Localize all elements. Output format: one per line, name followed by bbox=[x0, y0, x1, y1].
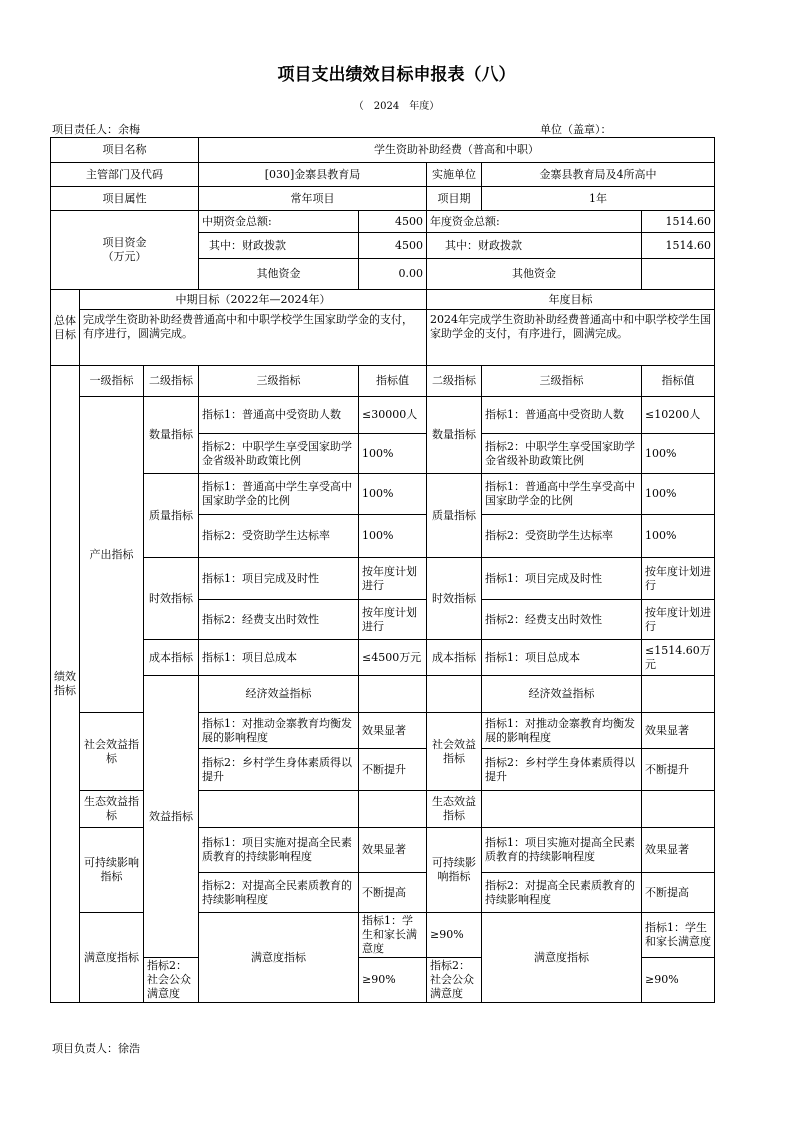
indicator-value: 按年度计划进行 bbox=[359, 600, 427, 640]
indicator-cell: 指标1：普通高中学生享受高中国家助学金的比例 bbox=[482, 474, 642, 515]
dept-value: [030]金寨县教育局 bbox=[199, 163, 427, 187]
level2-social-year: 社会效益指标 bbox=[427, 713, 482, 791]
unit-seal-label: 单位（盖章）： bbox=[540, 123, 612, 136]
project-name-label: 项目名称 bbox=[51, 138, 199, 163]
level2-header: 二级指标 bbox=[144, 366, 199, 397]
indicator-cell: 指标1：项目总成本 bbox=[482, 640, 642, 676]
value-header: 指标值 bbox=[359, 366, 427, 397]
indicator-cell: 指标1：学生和家长满意度 bbox=[359, 913, 427, 958]
level2-quality: 质量指标 bbox=[144, 474, 199, 558]
year-total-label: 年度资金总额: bbox=[427, 211, 642, 233]
indicator-cell: 指标2：对提高全民素质教育的持续影响程度 bbox=[199, 873, 359, 913]
funds-label bbox=[51, 211, 199, 290]
indicator-value: 100% bbox=[359, 474, 427, 515]
indicator-value: 100% bbox=[359, 434, 427, 474]
indicator-cell: 指标1：对推动金寨教育均衡发展的影响程度 bbox=[199, 713, 359, 749]
indicator-cell: 指标1：对推动金寨教育均衡发展的影响程度 bbox=[482, 713, 642, 749]
indicator-value: 100% bbox=[642, 434, 715, 474]
mid-goal-header: 中期目标（2022年—2024年） bbox=[80, 290, 427, 310]
impl-unit-label: 实施单位 bbox=[427, 163, 482, 187]
indicator-value: 不断提高 bbox=[642, 873, 715, 913]
level3-header: 三级指标 bbox=[199, 366, 359, 397]
level3-header-year: 三级指标 bbox=[482, 366, 642, 397]
indicator-value: ≤10200人 bbox=[642, 397, 715, 434]
indicator-cell: 指标1：项目完成及时性 bbox=[482, 558, 642, 600]
mid-total-label: 中期资金总额: bbox=[199, 211, 359, 233]
funds-label-line1: 项目资金 bbox=[102, 236, 147, 249]
level1-output: 产出指标 bbox=[80, 397, 144, 713]
year-other-label: 其他资金 bbox=[427, 259, 642, 290]
indicator-cell: 指标2：乡村学生身体素质得以提升 bbox=[482, 749, 642, 791]
indicator-value: ≤4500万元 bbox=[359, 640, 427, 676]
level2-social: 社会效益指标 bbox=[80, 713, 144, 791]
mid-fiscal-label: 其中：财政拨款 bbox=[199, 233, 359, 259]
overall-goal-label: 总体目标 bbox=[51, 290, 80, 366]
level2-ecological-year: 生态效益指标 bbox=[427, 791, 482, 828]
year-other-value bbox=[642, 259, 715, 290]
indicator-cell: 指标2：社会公众满意度 bbox=[144, 958, 199, 1003]
perf-indicator-label: 绩效指标 bbox=[51, 366, 80, 1003]
indicator-cell: 指标1：项目实施对提高全民素质教育的持续影响程度 bbox=[199, 828, 359, 873]
year-total-value: 1514.60 bbox=[642, 211, 715, 233]
indicator-cell: 指标1：项目总成本 bbox=[199, 640, 359, 676]
indicator-cell: 指标1：普通高中学生享受高中国家助学金的比例 bbox=[199, 474, 359, 515]
indicator-value: 按年度计划进行 bbox=[642, 600, 715, 640]
indicator-cell: 指标2：经费支出时效性 bbox=[199, 600, 359, 640]
indicator-value: 不断提升 bbox=[359, 749, 427, 791]
indicator-cell: 指标2：中职学生享受国家助学金省级补助政策比例 bbox=[482, 434, 642, 474]
indicator-value: 效果显著 bbox=[359, 828, 427, 873]
indicator-cell bbox=[482, 791, 642, 828]
indicator-value bbox=[359, 791, 427, 828]
indicator-value: ≤1514.60万元 bbox=[642, 640, 715, 676]
level2-quantity: 数量指标 bbox=[144, 397, 199, 474]
indicator-value: 100% bbox=[359, 515, 427, 558]
level2-header-year: 二级指标 bbox=[427, 366, 482, 397]
indicator-value: ≤30000人 bbox=[359, 397, 427, 434]
mid-total-value: 4500 bbox=[359, 211, 427, 233]
indicator-value: ≥90% bbox=[427, 913, 482, 958]
impl-unit-value: 金寨县教育局及4所高中 bbox=[482, 163, 715, 187]
year-fiscal-value: 1514.60 bbox=[642, 233, 715, 259]
year-fiscal-label: 其中：财政拨款 bbox=[427, 233, 642, 259]
indicator-cell bbox=[199, 791, 359, 828]
dept-label: 主管部门及代码 bbox=[51, 163, 199, 187]
indicator-cell bbox=[359, 676, 427, 713]
mid-other-value: 0.00 bbox=[359, 259, 427, 290]
level2-quantity-year: 数量指标 bbox=[427, 397, 482, 474]
level1-header: 一级指标 bbox=[80, 366, 144, 397]
indicator-cell: 指标1：项目实施对提高全民素质教育的持续影响程度 bbox=[482, 828, 642, 873]
indicator-cell: 指标2：对提高全民素质教育的持续影响程度 bbox=[482, 873, 642, 913]
project-name-value: 学生资助补助经费（普高和中职） bbox=[199, 138, 715, 163]
indicator-cell: 指标1：项目完成及时性 bbox=[199, 558, 359, 600]
indicator-value: 效果显著 bbox=[642, 828, 715, 873]
indicator-cell: 指标1：学生和家长满意度 bbox=[642, 913, 715, 958]
mid-other-label: 其他资金 bbox=[199, 259, 359, 290]
period-value: 1年 bbox=[482, 187, 715, 211]
indicator-value: 不断提高 bbox=[359, 873, 427, 913]
form-title: 项目支出绩效目标申报表（八） bbox=[277, 65, 516, 85]
indicator-cell: 指标2：乡村学生身体素质得以提升 bbox=[199, 749, 359, 791]
indicator-cell: 指标2：社会公众满意度 bbox=[427, 958, 482, 1003]
project-leader: 项目负责人：徐浩 bbox=[52, 1042, 140, 1055]
indicator-value: ≥90% bbox=[359, 958, 427, 1003]
level2-economic: 经济效益指标 bbox=[199, 676, 359, 713]
level1-satisfaction: 满意度指标 bbox=[80, 913, 144, 1003]
level2-satisfaction: 满意度指标 bbox=[199, 913, 359, 1003]
level1-benefit: 效益指标 bbox=[144, 676, 199, 958]
level2-satisfaction-year: 满意度指标 bbox=[482, 913, 642, 1003]
level2-timeliness: 时效指标 bbox=[144, 558, 199, 640]
performance-form-table bbox=[50, 137, 715, 1003]
level2-cost-year: 成本指标 bbox=[427, 640, 482, 676]
indicator-value: 效果显著 bbox=[359, 713, 427, 749]
year-goal-text: 2024年完成学生资助补助经费普通高中和中职学校学生国家助学金的支付，有序进行，圆满完成。 bbox=[427, 310, 715, 366]
indicator-cell: 指标1：普通高中受资助人数 bbox=[199, 397, 359, 434]
level2-timeliness-year: 时效指标 bbox=[427, 558, 482, 640]
indicator-value: 不断提升 bbox=[642, 749, 715, 791]
indicator-cell: 指标2：中职学生享受国家助学金省级补助政策比例 bbox=[199, 434, 359, 474]
attr-value: 常年项目 bbox=[199, 187, 427, 211]
year-line: （ 2024 年度） bbox=[353, 101, 440, 112]
indicator-value bbox=[427, 676, 482, 713]
funds-label-line2: （万元） bbox=[102, 250, 147, 263]
indicator-value: 按年度计划进行 bbox=[642, 558, 715, 600]
mid-goal-text: 完成学生资助补助经费普通高中和中职学校学生国家助学金的支付，有序进行，圆满完成。 bbox=[80, 310, 427, 366]
indicator-cell: 指标2：受资助学生达标率 bbox=[482, 515, 642, 558]
attr-label: 项目属性 bbox=[51, 187, 199, 211]
level2-quality-year: 质量指标 bbox=[427, 474, 482, 558]
indicator-value: 效果显著 bbox=[642, 713, 715, 749]
indicator-cell: 指标2：经费支出时效性 bbox=[482, 600, 642, 640]
indicator-cell bbox=[642, 676, 715, 713]
indicator-value: 按年度计划进行 bbox=[359, 558, 427, 600]
indicator-value: 100% bbox=[642, 474, 715, 515]
level2-cost: 成本指标 bbox=[144, 640, 199, 676]
value-header-year: 指标值 bbox=[642, 366, 715, 397]
level2-ecological: 生态效益指标 bbox=[80, 791, 144, 828]
year-goal-header: 年度目标 bbox=[427, 290, 715, 310]
level2-sustainable-year: 可持续影响指标 bbox=[427, 828, 482, 913]
indicator-value bbox=[642, 791, 715, 828]
mid-fiscal-value: 4500 bbox=[359, 233, 427, 259]
indicator-cell: 指标2：受资助学生达标率 bbox=[199, 515, 359, 558]
level2-economic-year: 经济效益指标 bbox=[482, 676, 642, 713]
responsible-person: 项目责任人：余梅 bbox=[52, 123, 140, 136]
level2-sustainable: 可持续影响指标 bbox=[80, 828, 144, 913]
indicator-value: ≥90% bbox=[642, 958, 715, 1003]
indicator-cell: 指标1：普通高中受资助人数 bbox=[482, 397, 642, 434]
period-label: 项目期 bbox=[427, 187, 482, 211]
indicator-value: 100% bbox=[642, 515, 715, 558]
